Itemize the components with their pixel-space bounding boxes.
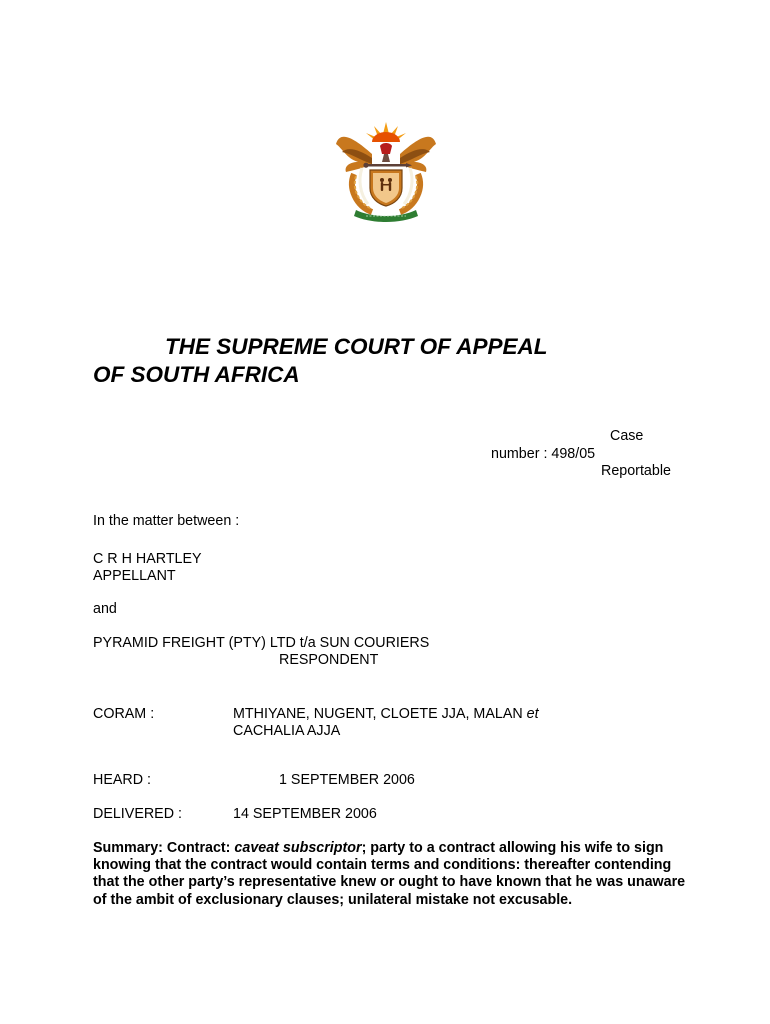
conjunction-and: and bbox=[93, 601, 117, 617]
court-title-line-1: THE SUPREME COURT OF APPEAL bbox=[165, 334, 548, 359]
respondent-name: PYRAMID FREIGHT (PTY) LTD t/a SUN COURIERS bbox=[93, 635, 430, 651]
summary-text: ; party to a contract allowing his wife to sign knowing that the contract would contain terms and conditions: thereafter contending that the other party’s representative knew or ought to have known that he was unaware of the ambit of exclusionary clauses; unilateral mistake not excusable. bbox=[93, 840, 686, 908]
coram-value-line-1: MTHIYANE, NUGENT, CLOETE JJA, MALAN et bbox=[233, 706, 539, 722]
case-summary bbox=[93, 840, 693, 909]
summary-italic-term: caveat subscriptor bbox=[234, 840, 362, 856]
case-label: Case bbox=[610, 428, 644, 444]
court-title-line-2: OF SOUTH AFRICA bbox=[93, 362, 300, 387]
appellant-name: C R H HARTLEY bbox=[93, 551, 202, 567]
delivered-date: 14 SEPTEMBER 2006 bbox=[233, 806, 377, 822]
case-number: number : 498/05 bbox=[491, 446, 596, 462]
appellant-role: APPELLANT bbox=[93, 568, 176, 584]
coram-label: CORAM : bbox=[93, 706, 155, 722]
heard-date: 1 SEPTEMBER 2006 bbox=[279, 772, 415, 788]
coat-of-arms-emblem bbox=[332, 118, 440, 224]
summary-label: Summary: Contract: bbox=[93, 840, 231, 856]
matter-intro: In the matter between : bbox=[93, 513, 240, 529]
delivered-label: DELIVERED : bbox=[93, 806, 182, 822]
reportable-label: Reportable bbox=[601, 463, 671, 479]
heard-label: HEARD : bbox=[93, 772, 151, 788]
respondent-role: RESPONDENT bbox=[279, 652, 379, 668]
coram-value-line-2: CACHALIA AJJA bbox=[233, 723, 341, 739]
coram-italic-et: et bbox=[526, 706, 539, 722]
